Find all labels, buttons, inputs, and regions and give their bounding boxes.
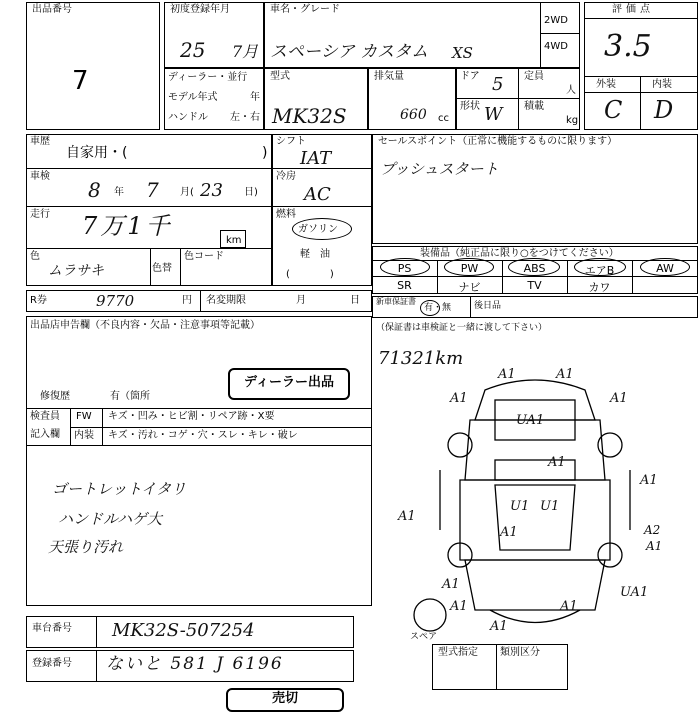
mark-17: A1 bbox=[560, 599, 578, 614]
handle-label: ハンドル bbox=[168, 112, 208, 123]
note-2: ハンドルハゲ大 bbox=[58, 510, 162, 528]
inspector-label-2: 記入欄 bbox=[30, 429, 60, 440]
warranty-note: （保証書は車検証と一緒に渡して下さい） bbox=[376, 323, 548, 333]
sold-stamp: 売切 bbox=[226, 688, 344, 712]
mileage-value: 7万1千 bbox=[82, 212, 173, 240]
mark-9: U1 bbox=[540, 499, 560, 514]
dealer-label: ディーラー・並行 bbox=[168, 72, 248, 83]
displacement-unit: cc bbox=[438, 113, 449, 124]
car-name: スペーシア カスタム bbox=[270, 42, 429, 62]
equip-ps-circle bbox=[380, 258, 430, 276]
chassis-value: MK32S-507254 bbox=[112, 620, 255, 641]
name-change-month: 月 bbox=[296, 295, 306, 306]
evaluation-cell bbox=[584, 2, 698, 130]
equip-leather: カワ bbox=[588, 281, 611, 294]
sales-point-label: セールスポイント（正常に機能するものに限ります） bbox=[378, 136, 618, 147]
equip-abs-circle bbox=[508, 258, 560, 276]
mark-6: A1 bbox=[548, 455, 566, 470]
mark-1: A1 bbox=[498, 367, 516, 382]
sales-point-value: プッシュスタート bbox=[380, 160, 499, 178]
mark-4: A1 bbox=[610, 391, 628, 406]
interior-check-label: 内装 bbox=[74, 430, 94, 441]
capacity-label: 定員 bbox=[524, 71, 544, 82]
mark-10: A1 bbox=[398, 509, 416, 524]
displacement-value: 660 bbox=[400, 107, 427, 123]
inspection-year-unit: 年 bbox=[114, 187, 124, 198]
registration-label: 初度登録年月 bbox=[170, 4, 230, 15]
doors-value: 5 bbox=[492, 74, 504, 95]
car-grade: XS bbox=[452, 44, 473, 62]
equip-pw-circle bbox=[444, 258, 494, 276]
plate-value: ないと 581 J 6196 bbox=[106, 654, 284, 674]
inspection-month: 7 bbox=[146, 178, 159, 202]
car-label: 車名・グレード bbox=[270, 4, 340, 15]
warranty-options: 有・無 bbox=[424, 303, 452, 313]
mark-8: U1 bbox=[510, 499, 530, 514]
fw-items: キズ・凹み・ヒビ割・リペア跡・X要 bbox=[108, 411, 275, 422]
mark-14: A1 bbox=[442, 577, 460, 592]
plate-label: 登録番号 bbox=[32, 658, 72, 669]
mark-2: A1 bbox=[556, 367, 574, 382]
equip-aw: AW bbox=[656, 262, 674, 275]
exterior-grade: C bbox=[604, 96, 623, 124]
mileage-label: 走行 bbox=[30, 209, 50, 220]
equip-tv: TV bbox=[527, 279, 542, 292]
fuel-label: 燃料 bbox=[276, 209, 296, 220]
note-1: ゴートレットイタリ bbox=[52, 480, 187, 498]
equip-navi: ナビ bbox=[458, 281, 481, 294]
equip-pw: PW bbox=[460, 262, 479, 275]
mark-3: A1 bbox=[450, 391, 468, 406]
shift-value: IAT bbox=[300, 148, 332, 169]
history-label: 車歴 bbox=[30, 136, 50, 147]
mark-16: A1 bbox=[450, 599, 468, 614]
lot-number: 7 bbox=[72, 66, 89, 96]
name-change-day: 日 bbox=[350, 295, 360, 306]
car-rear bbox=[465, 560, 605, 610]
recycle-row bbox=[26, 290, 372, 312]
shape-label: 形状 bbox=[460, 101, 480, 112]
equip-airbag: エアB bbox=[584, 264, 615, 277]
mark-15: UA1 bbox=[620, 585, 649, 600]
chassis-label: 車台番号 bbox=[32, 623, 72, 634]
model-year-label: モデル年式 bbox=[168, 92, 218, 103]
warranty-after-label: 後日品 bbox=[474, 301, 502, 311]
repair-value: 有（箇所 bbox=[110, 391, 150, 402]
lot-label: 出品番号 bbox=[32, 4, 72, 15]
model-year-unit: 年 bbox=[250, 92, 260, 103]
repaint-label: 色替 bbox=[152, 263, 172, 274]
capacity-unit: 人 bbox=[566, 85, 576, 96]
spare-label: スペア bbox=[410, 632, 438, 642]
mark-18: A1 bbox=[490, 619, 508, 634]
inspector-label-1: 検査員 bbox=[30, 411, 60, 422]
displacement-label: 排気量 bbox=[374, 71, 404, 82]
fuel-paren: ( ) bbox=[286, 269, 334, 280]
inspection-label: 車検 bbox=[30, 171, 50, 182]
shape-value: W bbox=[484, 104, 503, 125]
report-label: 出品店申告欄（不良内容・欠品・注意事項等記載） bbox=[30, 320, 260, 331]
car-windshield-area bbox=[465, 420, 605, 480]
color-code-label: 色コード bbox=[184, 251, 224, 262]
evaluation-score: 3.5 bbox=[604, 29, 652, 64]
mark-11: A1 bbox=[500, 525, 518, 540]
type-approval-label: 型式指定 bbox=[438, 647, 478, 658]
equip-abs: ABS bbox=[523, 262, 546, 275]
car-damage-diagram bbox=[400, 360, 670, 650]
sales-point-cell bbox=[372, 134, 698, 244]
category-label: 類別区分 bbox=[500, 647, 540, 658]
equip-sr: SR bbox=[397, 279, 412, 292]
ac-value: AC bbox=[304, 184, 331, 205]
spare-tire bbox=[414, 599, 446, 631]
shift-label: シフト bbox=[276, 136, 306, 147]
car-body-side bbox=[460, 480, 610, 560]
equip-ps: PS bbox=[397, 262, 412, 275]
interior-check-items: キズ・汚れ・コゲ・穴・スレ・キレ・破レ bbox=[108, 430, 298, 441]
evaluation-label: 評価点 bbox=[612, 4, 654, 15]
recycle-value: 9770 bbox=[96, 292, 135, 310]
diagram-mileage-note: 71321km bbox=[378, 348, 464, 369]
dealer-stamp: ディーラー出品 bbox=[228, 368, 350, 400]
recycle-unit: 円 bbox=[182, 295, 192, 306]
exterior-label: 外装 bbox=[596, 79, 616, 90]
inspection-day-unit: 日) bbox=[244, 187, 258, 198]
drive-4wd: 4WD bbox=[544, 41, 568, 52]
auction-sheet: 出品番号 7 初度登録年月 25 7月 車名・グレード スペーシア カスタム XS 2WD 4WD 評価点 3.5 外装 内装 C D ディーラー・並行 モデル年式 年 ハンドル 左・右 型式 MK32S 排気量 660 cc ドア 5 定員 人 形状 W 積載 kg 車歴 自家用・( ) 車検 8 年 7 月( 23 日) 走行 7万1千 km 色 ムラサキ 色替 色コード シフト IAT 冷房 AC 燃料 ガソリン 軽 油 ( ) セールスポイント（正常に機能するものに限ります） プッシュスタート 装備品（純正品に限り○をつけてください） PS PW ABS エアB AW SR ナビ TV カワ R券 9770 円 名変期限 月 日 新車保証書 有・無 後日品 （保証書は車検証と一緒に渡して下さい） 出品店申告欄（不良内容・欠品・注意事項等記載） 修復歴 有（箇所 ディーラー出品 検査員 記入欄 FW キズ・凹み・ヒビ割・リペア跡・X要 内装 キズ・汚れ・コゲ・穴・スレ・キレ・破レ ゴートレットイタリ ハンドルハゲ大 天張り汚れ 71321km スペア A1 A1 A1 A1 UA1 A1 A1 U1 U1 A1 A1 A2 A1 A1 UA1 A1 A1 A1 型式指定 類別区分 車台番号 MK32S-507254 登録番号 ないと 581 J 6196 売切 bbox=[0, 0, 700, 700]
color-label: 色 bbox=[30, 251, 40, 262]
inspection-year: 8 bbox=[88, 178, 101, 202]
repair-label: 修復歴 bbox=[40, 391, 70, 402]
mark-5: UA1 bbox=[516, 413, 545, 428]
mileage-unit: km bbox=[226, 235, 242, 246]
note-3: 天張り汚れ bbox=[48, 538, 124, 556]
name-change-label: 名変期限 bbox=[206, 295, 246, 306]
drive-2wd: 2WD bbox=[544, 15, 568, 26]
model-type-label: 型式 bbox=[270, 71, 290, 82]
inspection-month-unit: 月( bbox=[180, 187, 194, 198]
car-roof bbox=[495, 485, 575, 550]
fuel-diesel: 軽 油 bbox=[300, 249, 330, 260]
load-unit: kg bbox=[566, 115, 579, 126]
mark-12: A2 bbox=[644, 523, 661, 537]
warranty-label: 新車保証書 bbox=[376, 297, 416, 306]
handle-options: 左・右 bbox=[230, 112, 260, 123]
registration-month: 7月 bbox=[232, 42, 259, 61]
history-value: 自家用・( bbox=[66, 145, 128, 161]
equip-airbag-circle bbox=[574, 258, 626, 276]
fw-label: FW bbox=[76, 411, 92, 422]
inspection-day: 23 bbox=[200, 180, 223, 201]
lot-cell bbox=[26, 2, 160, 130]
mark-7: A1 bbox=[640, 473, 658, 488]
registration-year: 25 bbox=[180, 38, 206, 62]
ac-label: 冷房 bbox=[276, 171, 296, 182]
model-type-value: MK32S bbox=[272, 104, 347, 128]
recycle-label: R券 bbox=[30, 295, 47, 306]
equip-aw-circle bbox=[640, 258, 690, 276]
mark-13: A1 bbox=[646, 539, 663, 553]
doors-label: ドア bbox=[460, 71, 480, 82]
interior-label: 内装 bbox=[652, 79, 672, 90]
interior-grade: D bbox=[654, 96, 674, 124]
load-label: 積載 bbox=[524, 101, 544, 112]
color-value: ムラサキ bbox=[48, 263, 104, 279]
equipment-label: 装備品（純正品に限り○をつけてください） bbox=[420, 248, 619, 259]
fuel-gasoline: ガソリン bbox=[298, 224, 338, 235]
